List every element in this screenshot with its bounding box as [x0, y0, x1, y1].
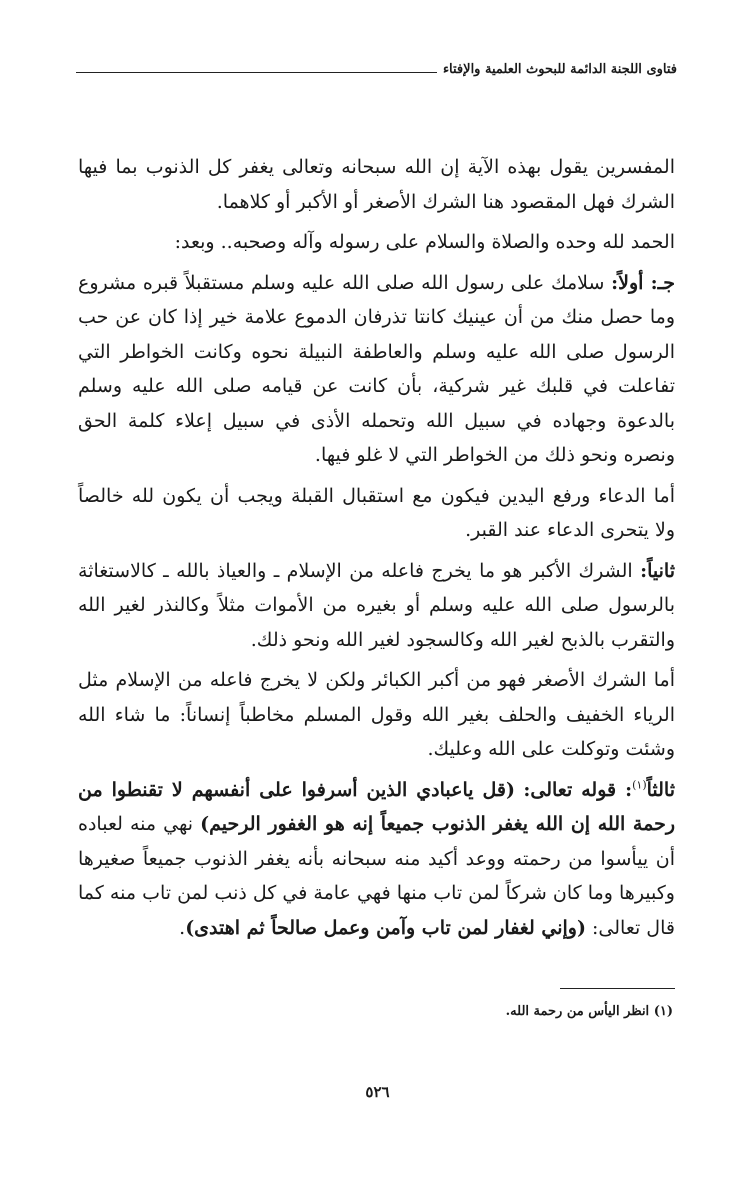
third-label: ثالثاً: [646, 778, 675, 801]
answer-opening: الحمد لله وحده والصلاة والسلام على رسوله وآله وصحبه.. وبعد:: [174, 231, 675, 253]
running-header: [76, 62, 677, 77]
footnote-reference: (١): [632, 778, 647, 792]
answer-second-continuation: أما الشرك الأصغر فهو من أكبر الكبائر ولكن لا يخرج فاعله من الإسلام مثل الرياء الخفيف والحلف بغير الله وقول المسلم مخاطباً إنساناً: ما شاء الله وشئت وتوكلت على الله وعليك.: [78, 669, 675, 760]
third-end: .: [179, 916, 186, 939]
third-text: نهي منه لعباده أن ييأسوا من رحمته ووعد أكيد منه سبحانه بأنه يغفر الذنوب جميعاً صغيرها وكبيرها وما كان شركاً لمن تاب منها فهي عامة في كل ذنب لمن تاب منه كما قال تعالى:: [78, 813, 675, 939]
footnote-rule: [560, 988, 675, 989]
header-rule: [76, 72, 437, 73]
answer-first-paragraph: [78, 266, 675, 473]
header-title: فتاوى اللجنة الدائمة للبحوث العلمية والإفتاء: [442, 62, 677, 77]
quran-verse-2: (وإني لغفار لمن تاب وآمن وعمل صالحاً ثم اهتدى): [185, 916, 586, 939]
first-text: سلامك على رسول الله صلى الله عليه وسلم مستقبلاً قبره مشروع وما حصل منك من أن عينيك كانتا تذرفان الدموع علامة خير إذا كان عن حب الرسول صلى الله عليه وسلم والعاطفة النبيلة نحوه وكانت الخواطر التي تفاعلت في قلبك غير شركية، بأن كانت عن قيامه صلى الله عليه وسلم بالدعوة وجهاده في سبيل الله وتحمله الأذى في سبيل إعلاء كلمة الحق ونصره ونحو ذلك من الخواطر التي لا غلو فيها.: [78, 271, 675, 466]
answer-third-paragraph: [78, 773, 675, 946]
first-label: جـ: أولاً:: [611, 271, 675, 294]
second-text: الشرك الأكبر هو ما يخرج فاعله من الإسلام ـ والعياذ بالله ـ كالاستغاثة بالرسول صلى الله عليه وسلم أو بغيره من الأموات مثلاً وكالنذر لغير الله والتقرب بالذبح لغير الله وكالسجود لغير الله ونحو ذلك.: [78, 559, 675, 651]
answer-first-continuation: أما الدعاء ورفع اليدين فيكون مع استقبال القبلة ويجب أن يكون لله خالصاً ولا يتحرى الدعاء عند القبر.: [78, 484, 675, 541]
question-paragraph: المفسرين يقول بهذه الآية إن الله سبحانه وتعالى يغفر كل الذنوب بما فيها الشرك فهل المقصود هنا الشرك الأصغر أو الأكبر أو كلاهما.: [78, 156, 675, 213]
answer-second-paragraph: [78, 554, 675, 658]
quran-verse: (قل ياعبادي الذين أسرفوا على أنفسهم لا تقنطوا من رحمة الله إن الله يغفر الذنوب جميعاً إنه هو الغفور الرحيم): [78, 778, 676, 835]
body-text: [78, 150, 675, 945]
page-number: ٥٢٦: [365, 1083, 390, 1101]
footnote: (١) انظر اليأس من رحمة الله.: [505, 1004, 673, 1019]
third-intro: : قوله تعالى:: [523, 778, 633, 801]
second-label: ثانياً:: [640, 559, 675, 582]
